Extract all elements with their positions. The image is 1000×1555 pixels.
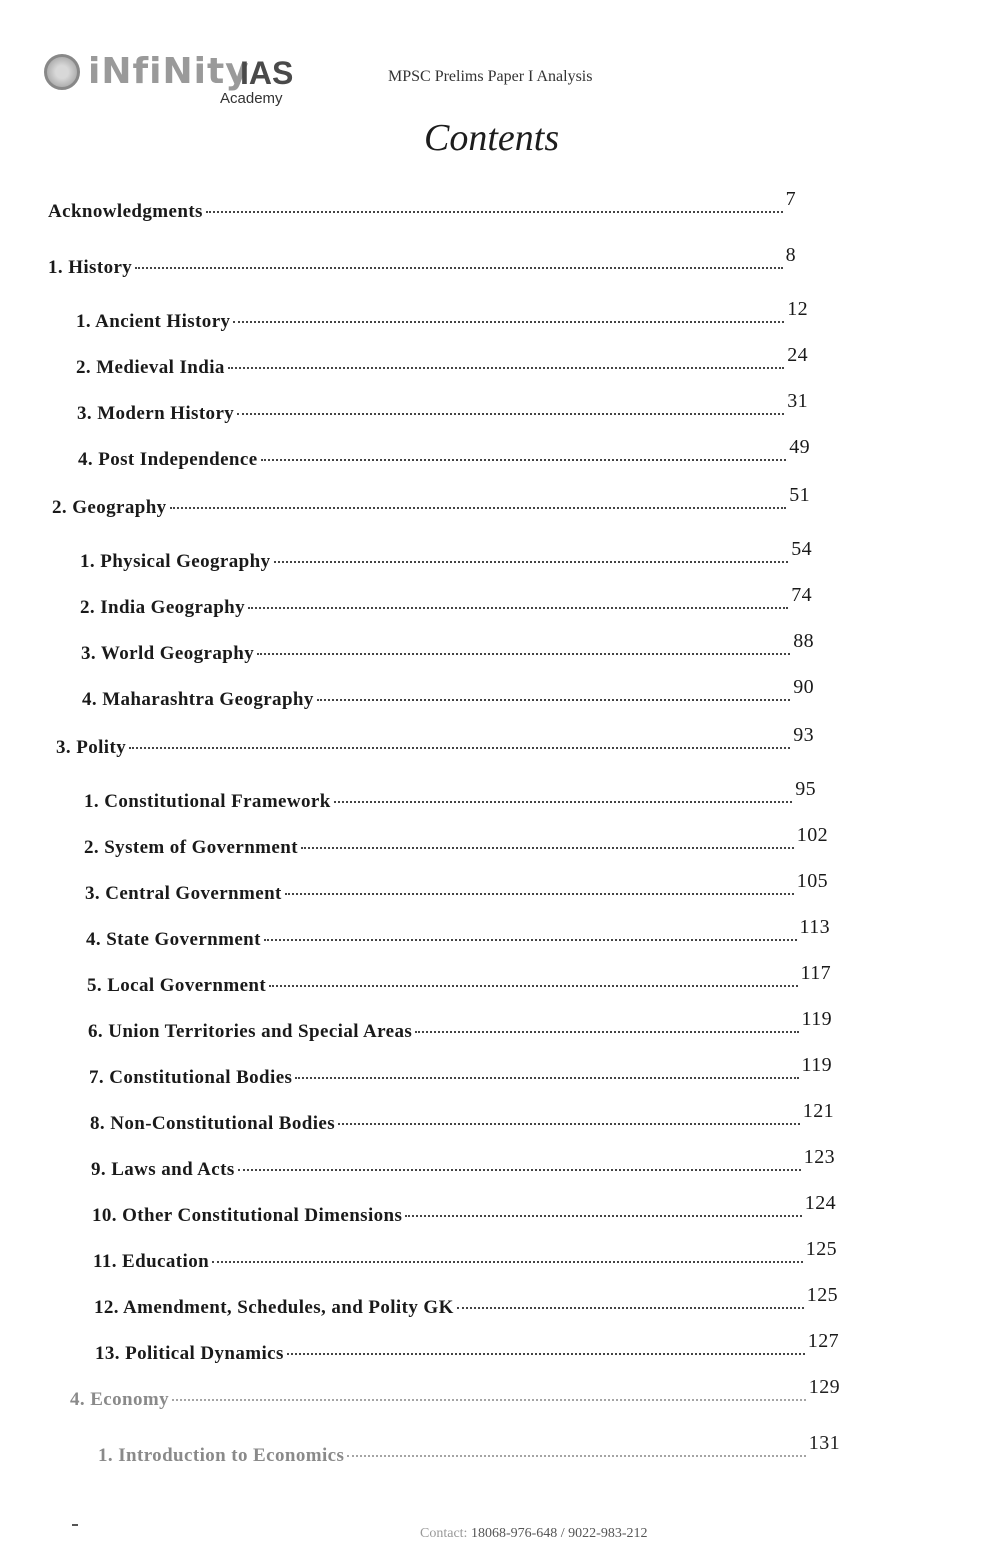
toc-entry-label: 2. Medieval India	[76, 357, 225, 378]
toc-entry-label: 6. Union Territories and Special Areas	[88, 1021, 413, 1042]
toc-leader-dots	[264, 938, 797, 941]
toc-entry[interactable]	[86, 916, 830, 951]
logo-brand-text: iNfiNity	[88, 51, 250, 92]
toc-entry-label: 1. Introduction to Economics	[98, 1445, 345, 1466]
toc-entry[interactable]	[93, 1238, 837, 1273]
toc-leader-dots	[287, 1352, 805, 1355]
toc-entry[interactable]	[98, 1432, 840, 1467]
toc-entry[interactable]	[84, 824, 828, 859]
toc-leader-dots	[415, 1030, 798, 1033]
toc-entry-page: 121	[802, 1100, 834, 1122]
toc-entry-page: 113	[799, 916, 830, 938]
toc-leader-dots	[405, 1214, 802, 1217]
toc-leader-dots	[338, 1122, 800, 1125]
toc-leader-dots	[172, 1398, 806, 1401]
toc-entry-page: 7	[785, 188, 796, 210]
toc-entry-page: 54	[791, 538, 812, 560]
toc-leader-dots	[295, 1076, 798, 1079]
toc-entry-page: 90	[793, 676, 814, 698]
toc-entry-label: 1. Constitutional Framework	[84, 791, 331, 812]
toc-entry-label: 5. Local Government	[87, 975, 267, 996]
toc-entry-label: 4. Maharashtra Geography	[82, 689, 314, 710]
toc-entry[interactable]	[84, 778, 816, 813]
contact-label: Contact:	[420, 1526, 468, 1541]
toc-leader-dots	[317, 698, 790, 701]
toc-leader-dots	[261, 458, 787, 461]
toc-leader-dots	[269, 984, 797, 987]
toc-entry-label: 11. Education	[93, 1251, 210, 1272]
toc-entry-page: 127	[807, 1330, 839, 1352]
toc-entry-label: 4. Economy	[70, 1389, 169, 1410]
toc-leader-dots	[457, 1306, 804, 1309]
toc-leader-dots	[212, 1260, 803, 1263]
logo-sub-text: Academy	[220, 90, 283, 107]
toc-entry-page: 12	[787, 298, 808, 320]
toc-entry-label: 7. Constitutional Bodies	[89, 1067, 293, 1088]
toc-entry-page: 49	[789, 436, 810, 458]
toc-entry[interactable]	[52, 484, 810, 519]
toc-entry-label: 3. Central Government	[85, 883, 282, 904]
toc-entry[interactable]	[80, 538, 812, 573]
toc-entry-label: 4. Post Independence	[78, 449, 258, 470]
toc-entry-page: 105	[796, 870, 828, 892]
toc-entry-page: 119	[801, 1054, 832, 1076]
toc-entry[interactable]	[48, 188, 796, 223]
page-title: Contents	[424, 117, 560, 159]
toc-leader-dots	[233, 320, 784, 323]
toc-entry[interactable]	[87, 962, 831, 997]
toc-entry[interactable]	[81, 630, 814, 665]
toc-entry[interactable]	[48, 244, 796, 279]
toc-entry[interactable]	[77, 390, 808, 425]
toc-entry[interactable]	[85, 870, 828, 905]
toc-entry-page: 131	[808, 1432, 840, 1454]
toc-entry-label: 1. Ancient History	[76, 311, 231, 332]
scan-speck	[72, 1524, 78, 1526]
toc-leader-dots	[129, 746, 790, 749]
toc-entry-label: 2. Geography	[52, 497, 167, 518]
toc-entry-label: 1. Physical Geography	[80, 551, 271, 572]
toc-entry[interactable]	[70, 1376, 840, 1411]
running-header: MPSC Prelims Paper I Analysis	[388, 68, 593, 85]
toc-leader-dots	[347, 1454, 806, 1457]
toc-leader-dots	[285, 892, 794, 895]
toc-entry[interactable]	[56, 724, 814, 759]
toc-entry[interactable]	[82, 676, 814, 711]
toc-entry-label: 10. Other Constitutional Dimensions	[92, 1205, 403, 1226]
toc-leader-dots	[257, 652, 790, 655]
toc-entry-label: 3. Modern History	[77, 403, 235, 424]
toc-entry-page: 124	[804, 1192, 836, 1214]
toc-entry[interactable]	[78, 436, 810, 471]
toc-entry-page: 119	[801, 1008, 832, 1030]
contact-phones: 18068-976-648 / 9022-983-212	[470, 1526, 648, 1541]
toc-entry[interactable]	[88, 1008, 832, 1043]
logo-name-text: IAS	[240, 55, 294, 91]
toc-leader-dots	[135, 266, 782, 269]
toc-leader-dots	[238, 1168, 801, 1171]
toc-entry-label: 2. India Geography	[80, 597, 246, 618]
toc-entry[interactable]	[76, 344, 808, 379]
toc-entry-page: 102	[796, 824, 828, 846]
toc-entry-page: 8	[785, 244, 796, 266]
toc-entry-label: Acknowledgments	[48, 201, 203, 222]
toc-entry-page: 51	[789, 484, 810, 506]
toc-entry-page: 24	[787, 344, 808, 366]
toc-entry-label: 3. Polity	[56, 737, 127, 758]
toc-entry[interactable]	[76, 298, 808, 333]
toc-leader-dots	[228, 366, 784, 369]
toc-entry-page: 125	[806, 1284, 838, 1306]
toc-entry-label: 13. Political Dynamics	[95, 1343, 284, 1364]
toc-entry[interactable]	[91, 1146, 835, 1181]
toc-leader-dots	[274, 560, 789, 563]
toc-entry-page: 88	[793, 630, 814, 652]
toc-entry[interactable]	[80, 584, 812, 619]
toc-leader-dots	[248, 606, 788, 609]
toc-leader-dots	[334, 800, 792, 803]
toc-leader-dots	[237, 412, 784, 415]
toc-entry[interactable]	[89, 1054, 832, 1089]
toc-entry[interactable]	[94, 1284, 838, 1319]
toc-entry-label: 9. Laws and Acts	[91, 1159, 235, 1180]
toc-leader-dots	[301, 846, 794, 849]
toc-entry-label: 2. System of Government	[84, 837, 298, 858]
toc-leader-dots	[206, 210, 783, 213]
toc-entry-label: 3. World Geography	[81, 643, 255, 664]
page-footer	[420, 1526, 647, 1542]
toc-entry[interactable]	[95, 1330, 839, 1365]
toc-entry-page: 93	[793, 724, 814, 746]
toc-entry-page: 74	[791, 584, 812, 606]
toc-entry-label: 8. Non-Constitutional Bodies	[90, 1113, 336, 1134]
toc-entry-label: 1. History	[48, 257, 133, 278]
toc-leader-dots	[170, 506, 787, 509]
toc-entry-page: 129	[808, 1376, 840, 1398]
toc-entry-page: 31	[787, 390, 808, 412]
toc-entry[interactable]	[90, 1100, 834, 1135]
toc-entry-page: 125	[805, 1238, 837, 1260]
toc-entry-page: 123	[803, 1146, 835, 1168]
toc-entry-label: 4. State Government	[86, 929, 261, 950]
toc-entry[interactable]	[92, 1192, 836, 1227]
toc-entry-page: 117	[800, 962, 831, 984]
toc-entry-label: 12. Amendment, Schedules, and Polity GK	[94, 1297, 454, 1318]
toc-entry-page: 95	[795, 778, 816, 800]
